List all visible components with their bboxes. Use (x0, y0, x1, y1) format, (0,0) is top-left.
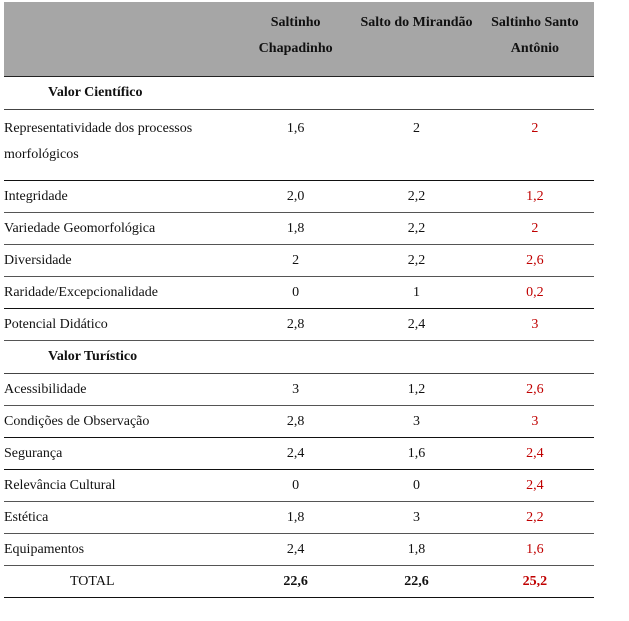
value-cell: 0 (234, 277, 357, 309)
value-cell: 2,8 (234, 406, 357, 438)
value-cell: 0 (234, 470, 357, 502)
value-cell: 2,2 (357, 213, 476, 245)
total-row (4, 566, 594, 598)
value-cell: 2,2 (357, 181, 476, 213)
value-cell: 2,8 (234, 309, 357, 341)
value-cell: 2,4 (357, 309, 476, 341)
header-row (4, 2, 594, 77)
section-title: Valor Científico (4, 77, 234, 110)
row-label: Integridade (4, 181, 234, 213)
header-salto-do-mirandao: Salto do Mirandão (357, 2, 476, 77)
header-saltinho-chapadinho: Saltinho Chapadinho (234, 2, 357, 77)
table-row (4, 406, 594, 438)
section-title: Valor Turístico (4, 341, 234, 374)
value-cell: 2 (357, 110, 476, 181)
table-row (4, 110, 594, 181)
value-cell: 1,6 (234, 110, 357, 181)
value-cell: 0,2 (476, 277, 594, 309)
value-cell: 3 (357, 502, 476, 534)
row-label: Segurança (4, 438, 234, 470)
table-row (4, 181, 594, 213)
total-label: TOTAL (4, 566, 234, 598)
table-row (4, 470, 594, 502)
value-cell: 1,8 (234, 213, 357, 245)
table-row (4, 309, 594, 341)
value-cell: 2 (476, 213, 594, 245)
value-cell: 2 (234, 245, 357, 277)
table-row (4, 502, 594, 534)
value-cell: 3 (234, 374, 357, 406)
row-label: Raridade/Excepcionalidade (4, 277, 234, 309)
value-cell: 2,0 (234, 181, 357, 213)
header-saltinho-santo-antonio: Saltinho Santo Antônio (476, 2, 594, 77)
value-cell: 2,6 (476, 374, 594, 406)
value-cell: 2,4 (476, 438, 594, 470)
row-label: Diversidade (4, 245, 234, 277)
value-cell: 2,6 (476, 245, 594, 277)
row-label: Equipamentos (4, 534, 234, 566)
row-label: Condições de Observação (4, 406, 234, 438)
table-row (4, 245, 594, 277)
header-empty-cell (4, 2, 234, 77)
total-value: 22,6 (357, 566, 476, 598)
value-cell: 1,8 (234, 502, 357, 534)
value-cell: 2,2 (476, 502, 594, 534)
evaluation-table (4, 2, 594, 598)
value-cell: 2,2 (357, 245, 476, 277)
value-cell: 1,8 (357, 534, 476, 566)
total-value: 22,6 (234, 566, 357, 598)
table-row (4, 534, 594, 566)
row-label: Representatividade dos processos morfológicos (4, 110, 234, 181)
total-value: 25,2 (476, 566, 594, 598)
table-row (4, 277, 594, 309)
row-label: Variedade Geomorfológica (4, 213, 234, 245)
row-label: Relevância Cultural (4, 470, 234, 502)
value-cell: 3 (476, 309, 594, 341)
value-cell: 2 (476, 110, 594, 181)
value-cell: 1,2 (476, 181, 594, 213)
row-label: Estética (4, 502, 234, 534)
row-label: Acessibilidade (4, 374, 234, 406)
value-cell: 3 (476, 406, 594, 438)
table-row (4, 438, 594, 470)
row-label: Potencial Didático (4, 309, 234, 341)
value-cell: 1,6 (476, 534, 594, 566)
value-cell: 1,2 (357, 374, 476, 406)
value-cell: 1 (357, 277, 476, 309)
value-cell: 2,4 (234, 534, 357, 566)
value-cell: 2,4 (234, 438, 357, 470)
value-cell: 1,6 (357, 438, 476, 470)
section-row-valor-turistico (4, 341, 594, 374)
value-cell: 0 (357, 470, 476, 502)
section-row-valor-cientifico (4, 77, 594, 110)
value-cell: 2,4 (476, 470, 594, 502)
value-cell: 3 (357, 406, 476, 438)
table-row (4, 213, 594, 245)
table-row (4, 374, 594, 406)
